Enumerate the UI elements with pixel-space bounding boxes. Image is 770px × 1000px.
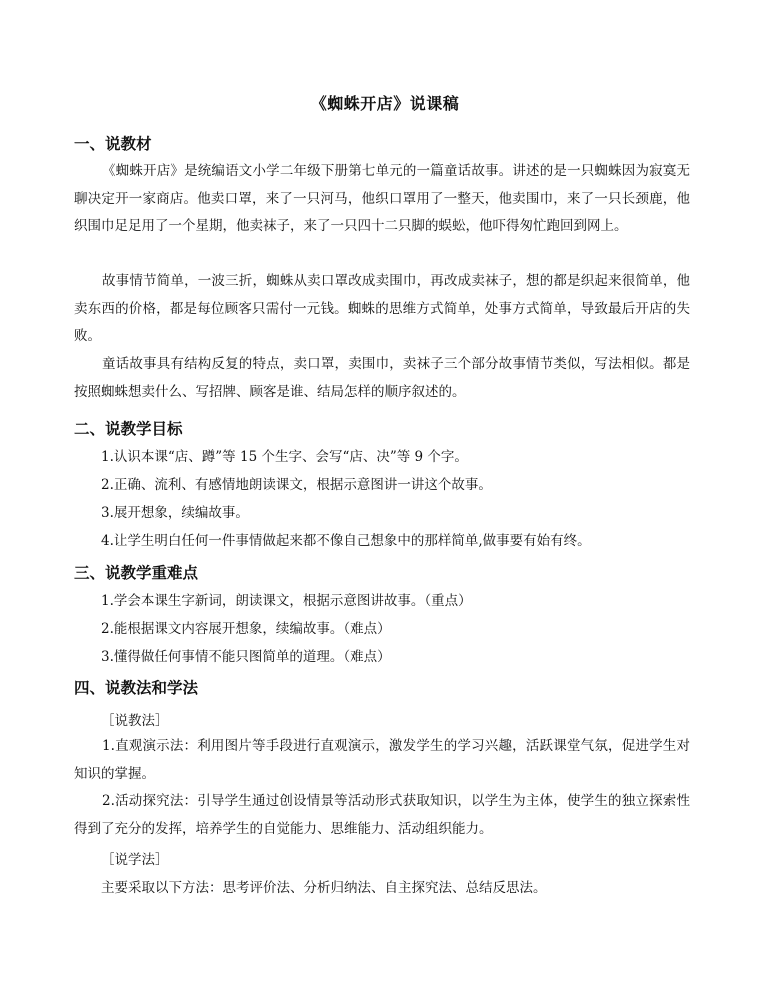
key-point-item-2: 2.能根据课文内容展开想象，续编故事。（难点） — [101, 621, 391, 637]
goal-item-1: 1.认识本课“店、蹲”等 15 个生字、会写“店、决”等 9 个字。 — [101, 449, 468, 465]
learning-method-label: ［说学法］ — [101, 852, 169, 868]
learning-method-text: 主要采取以下方法：思考评价法、分析归纳法、自主探究法、总结反思法。 — [101, 880, 547, 896]
section-heading-goals: 二、说教学目标 — [74, 420, 183, 438]
section-heading-methods: 四、说教法和学法 — [74, 679, 199, 697]
document-title: 《蜘蛛开店》说课稿 — [310, 94, 460, 113]
textbook-paragraph-3: 童话故事具有结构反复的特点，卖口罩，卖围巾，卖袜子三个部分故事情节类似，写法相似。都是按照蜘蛛想卖什么、写招牌、顾客是谁、结局怎样的顺序叙述的。 — [74, 356, 690, 400]
section-heading-key-points: 三、说教学重难点 — [74, 564, 199, 582]
textbook-paragraph-2: 故事情节简单，一波三折，蜘蛛从卖口罩改成卖围巾，再改成卖袜子，想的都是织起来很简单，他卖东西的价格，都是每位顾客只需付一元钱。蜘蛛的思维方式简单，处事方式简单，导致最后开店的失败。 — [74, 273, 690, 344]
textbook-paragraph-1: 《蜘蛛开店》是统编语文小学二年级下册第七单元的一篇童话故事。讲述的是一只蜘蛛因为寂寞无聊决定开一家商店。他卖口罩，来了一只河马，他织口罩用了一整天，他卖围巾，来了一只长颈鹿，他织围巾足足用了一个星期，他卖袜子，来了一只四十二只脚的蜈蚣，他吓得匆忙跑回到网上。 — [74, 163, 690, 234]
key-point-item-3: 3.懂得做任何事情不能只图简单的道理。（难点） — [101, 649, 391, 665]
key-point-item-1: 1.学会本课生字新词，朗读课文，根据示意图讲故事。（重点） — [101, 593, 472, 609]
teaching-method-item-1: 1.直观演示法：利用图片等手段进行直观演示，激发学生的学习兴趣，活跃课堂气氛，促进学生对知识的掌握。 — [74, 738, 690, 782]
goal-item-4: 4.让学生明白任何一件事情做起来都不像自己想象中的那样简单,做事要有始有终。 — [101, 533, 591, 549]
teaching-method-item-2: 2.活动探究法：引导学生通过创设情景等活动形式获取知识，以学生为主体，使学生的独立探索性得到了充分的发挥，培养学生的自觉能力、思维能力、活动组织能力。 — [74, 793, 690, 837]
goal-item-2: 2.正确、流利、有感情地朗读课文，根据示意图讲一讲这个故事。 — [101, 477, 492, 493]
section-heading-textbook: 一、说教材 — [74, 135, 152, 153]
teaching-method-label: ［说教法］ — [101, 713, 169, 729]
goal-item-3: 3.展开想象，续编故事。 — [101, 505, 249, 521]
